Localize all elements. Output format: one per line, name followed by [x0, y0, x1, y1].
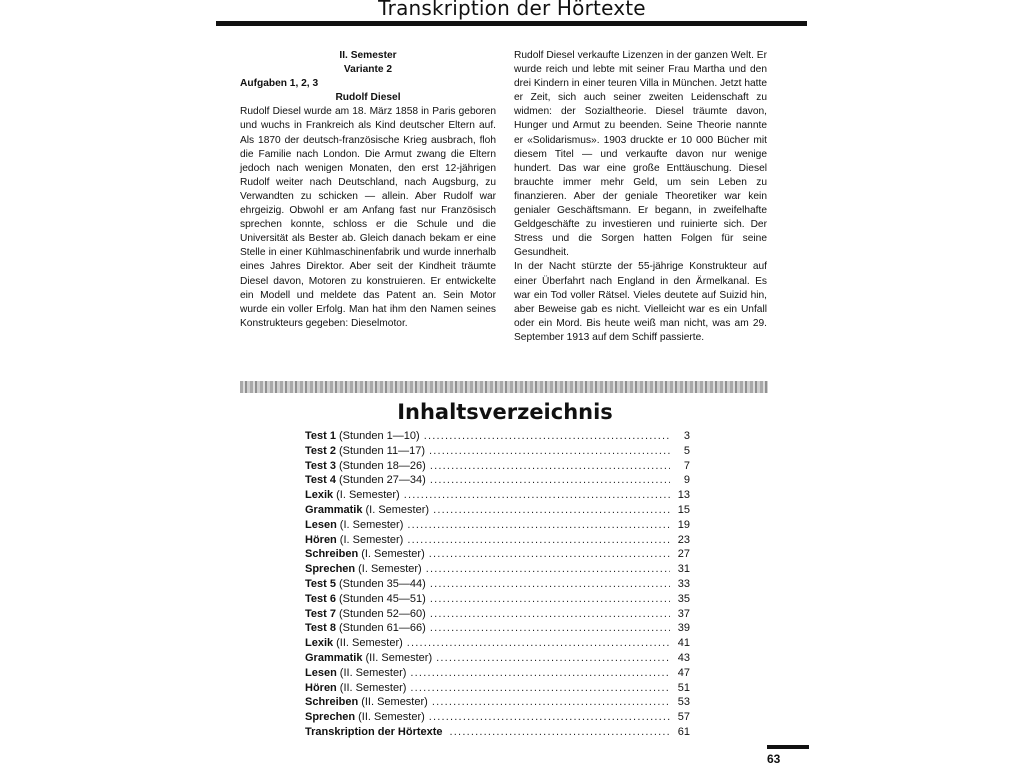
toc-item-label: Schreiben: [305, 696, 359, 709]
toc-item-detail: (Stunden 18—26): [338, 459, 426, 472]
toc-item-label: Test 8: [305, 622, 336, 635]
toc-item[interactable]: [305, 621, 690, 636]
toc-leader-dots: [407, 518, 670, 533]
variant-heading: Variante 2: [343, 64, 393, 76]
toc-item-label: Lexik: [305, 637, 334, 650]
toc-item-page: 37: [677, 607, 690, 620]
toc-item-detail: (Stunden 35—44): [338, 577, 426, 590]
toc-item-label: Hören: [305, 681, 337, 694]
toc-item-page: 41: [677, 637, 690, 650]
toc-item[interactable]: [305, 444, 690, 459]
toc-item-detail: (I. Semester): [361, 548, 425, 561]
toc-leader-dots: [429, 710, 670, 725]
article-paragraph-right-2: In der Nacht stürzte der 55-jährige Konstrukteur auf einer Überfahrt nach England in den Ärmelkanal. Es war ein Tod voller Rätsel. Vieles deutete auf Suizid hin, aber Beweise gab es nicht. Vielleicht war es ein Unfall oder ein Mord. Bis heute weiß man nicht, was am 29. September 1913 auf dem Schiff passierte.: [514, 261, 767, 343]
article-left-column: [240, 49, 496, 331]
toc-item-detail: (Stunden 27—34): [338, 474, 426, 487]
toc-item[interactable]: [305, 607, 690, 622]
toc-item[interactable]: [305, 695, 690, 710]
toc-item-page: 57: [677, 711, 690, 724]
toc-leader-dots: [430, 473, 670, 488]
toc-item[interactable]: [305, 681, 690, 696]
toc-item-label: Schreiben: [305, 548, 359, 561]
toc-item[interactable]: [305, 666, 690, 681]
toc-item[interactable]: [305, 592, 690, 607]
header-rule: [216, 21, 807, 26]
toc-item-label: Test 6: [305, 592, 336, 605]
toc-item-page: 35: [677, 592, 690, 605]
toc-item-detail: (Stunden 11—17): [338, 444, 426, 457]
toc-leader-dots: [426, 562, 670, 577]
toc-leader-dots: [430, 592, 670, 607]
toc-item-label: Grammatik: [305, 503, 363, 516]
toc-leader-dots: [410, 681, 670, 696]
toc-item[interactable]: [305, 651, 690, 666]
toc-item-page: 13: [677, 489, 690, 502]
toc-item-label: Test 7: [305, 607, 336, 620]
toc-item-label: Lexik: [305, 489, 334, 502]
toc-item-page: 53: [677, 696, 690, 709]
toc-item-page: 47: [677, 666, 690, 679]
toc-item-label: Test 4: [305, 474, 336, 487]
toc-item-label: Grammatik: [305, 651, 363, 664]
article-paragraph-right-1: Rudolf Diesel verkaufte Lizenzen in der ganzen Welt. Er wurde reich und lebte mit seiner Frau Martha und den drei Kindern in einer teuren Villa in München. Jetzt hatte er Zeit, sich auch seiner zweiten Leidenschaft zu widmen: der Sozialtheorie. Diesel träumte davon, Hunger und Armut zu beenden. Seine Theorie nannte er «Solidarismus». 1903 druckte er 10 000 Bücher mit diesem Titel — und verkaufte davon nur wenige hundert. Das war eine große Enttäuschung. Diesel brauchte immer mehr Geld, um sein Leben zu finanzieren. Aber der geniale Theoretiker war kein genialer Geschäftsmann. Er begann, in zweifelhafte Geldgeschäfte zu investieren und ruinierte sich. Der Stress und die Sorgen hatten Folgen für seine Gesundheit.: [514, 50, 767, 259]
toc-leader-dots: [450, 725, 670, 740]
toc-leader-dots: [410, 666, 670, 681]
toc-item[interactable]: [305, 429, 690, 444]
toc-leader-dots: [433, 503, 670, 518]
toc-item-label: Lesen: [305, 666, 337, 679]
toc-item-detail: (I. Semester): [358, 563, 422, 576]
toc-item-page: 31: [677, 563, 690, 576]
toc-item-page: 43: [677, 651, 690, 664]
tasks-heading: Aufgaben 1, 2, 3: [240, 78, 319, 90]
toc-item-page: 27: [677, 548, 690, 561]
toc-item-label: Lesen: [305, 518, 337, 531]
toc-item[interactable]: [305, 636, 690, 651]
toc-item[interactable]: [305, 459, 690, 474]
toc-item-label: Sprechen: [305, 711, 356, 724]
toc-item-detail: (II. Semester): [365, 651, 433, 664]
toc-item[interactable]: [305, 503, 690, 518]
toc-item[interactable]: [305, 562, 690, 577]
toc-item-detail: (I. Semester): [339, 533, 404, 546]
toc-item-label: Sprechen: [305, 563, 356, 576]
toc-item-detail: (I. Semester): [339, 518, 404, 531]
toc-item[interactable]: [305, 533, 690, 548]
toc-item-page: 3: [683, 430, 690, 442]
toc-leader-dots: [407, 533, 670, 548]
toc-item-page: 33: [677, 577, 690, 590]
toc-item-label: Test 3: [305, 459, 336, 472]
toc-item[interactable]: [305, 710, 690, 725]
toc-item-label: Test 1: [305, 430, 336, 442]
toc-item-detail: (Stunden 61—66): [338, 622, 426, 635]
toc-item-detail: (Stunden 45—51): [338, 592, 426, 605]
section-divider: [240, 381, 768, 393]
toc-leader-dots: [430, 459, 670, 474]
toc-leader-dots: [430, 577, 670, 592]
toc-item-page: 61: [677, 725, 690, 738]
toc-leader-dots: [430, 621, 670, 636]
toc-item-page: 51: [677, 681, 690, 694]
toc-item[interactable]: [305, 577, 690, 592]
toc-item-label: Test 2: [305, 444, 336, 457]
article-paragraph-left: Rudolf Diesel wurde am 18. März 1858 in Paris geboren und wuchs in Frankreich als Kind deutscher Eltern auf. Als 1870 der deutsch-französische Krieg ausbrach, floh die Familie nach London. Die Armut zwang die Eltern jedoch nach wenigen Monaten, den erst 12-jährigen Rudolf weiter nach Deutschland, nach Augsburg, zu Verwandten zu schicken — allein. Aber Rudolf war ehrgeizig. Obwohl er am Anfang fast nur Französisch sprechen konnte, schloss er die Schule und die Universität als Bester ab. Gleich danach bekam er eine Stelle in einer Kühlmaschinenfabrik und wurde innerhalb eines Jahres Direktor. Aber seit der Kindheit träumte Diesel davon, Motoren zu konstruieren. Er entwickelte ein Modell und meldete das Patent an. Sein Motor wurde ein voller Erfolg. Man hat ihm den Namen seines Konstrukteurs gegeben: Dieselmotor.: [240, 106, 496, 329]
toc-item[interactable]: [305, 547, 690, 562]
toc-item-label: Hören: [305, 533, 337, 546]
toc-item-detail: (II. Semester): [361, 696, 428, 709]
toc-item-page: 19: [677, 518, 690, 531]
article-right-column: [514, 49, 767, 345]
toc-item-label: Transkription der Hörtexte: [305, 725, 443, 738]
toc-leader-dots: [429, 547, 670, 562]
toc-item-detail: (II. Semester): [358, 711, 425, 724]
toc-item-detail: (II. Semester): [339, 681, 407, 694]
toc-item[interactable]: [305, 725, 690, 740]
toc-item-page: 39: [677, 622, 690, 635]
toc-leader-dots: [432, 695, 670, 710]
page-number: 63: [767, 752, 781, 766]
toc-item-page: 9: [683, 474, 690, 487]
toc-item-page: 5: [683, 444, 690, 457]
toc-item-detail: (Stunden 52—60): [338, 607, 426, 620]
toc-item-label: Test 5: [305, 577, 336, 590]
toc-leader-dots: [436, 651, 670, 666]
toc-item[interactable]: [305, 488, 690, 503]
page-header-title: Transkription der Hörtexte: [378, 0, 646, 20]
toc-item[interactable]: [305, 473, 690, 488]
toc-title: Inhaltsverzeichnis: [397, 400, 613, 424]
toc-leader-dots: [430, 607, 670, 622]
toc-item-detail: (I. Semester): [365, 503, 430, 516]
toc-item-detail: (I. Semester): [336, 489, 400, 502]
semester-heading: II. Semester: [339, 50, 397, 61]
toc-item-page: 15: [677, 503, 690, 516]
toc-item[interactable]: [305, 518, 690, 533]
toc-item-detail: (Stunden 1—10): [338, 430, 420, 442]
toc-leader-dots: [407, 636, 670, 651]
toc-list: [305, 429, 690, 740]
toc-leader-dots: [429, 444, 670, 459]
article-heading: Rudolf Diesel: [335, 92, 401, 104]
toc-item-detail: (II. Semester): [339, 666, 407, 679]
footer-bar: [767, 745, 809, 749]
toc-item-page: 7: [683, 459, 690, 472]
toc-leader-dots: [424, 429, 670, 444]
toc-item-detail: (II. Semester): [336, 637, 403, 650]
toc-leader-dots: [404, 488, 670, 503]
toc-item-page: 23: [677, 533, 690, 546]
